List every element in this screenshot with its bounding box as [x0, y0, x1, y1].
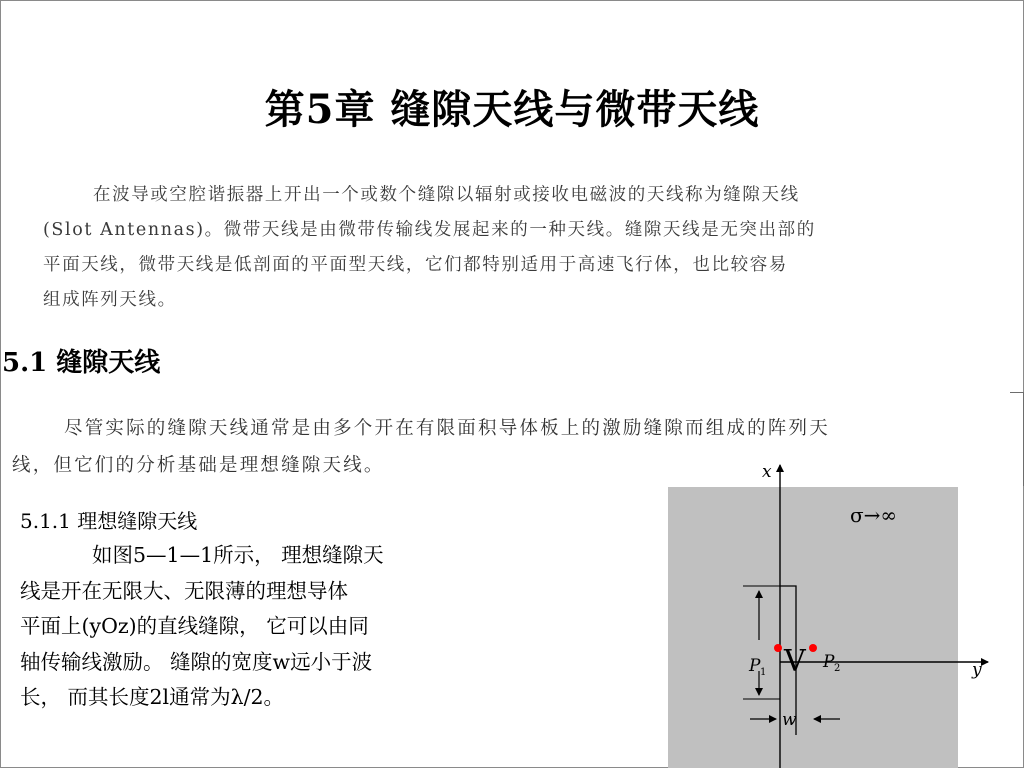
conductor-plate	[668, 487, 958, 768]
section-line: 尽管实际的缝隙天线通常是由多个开在有限面积导体板上的激励缝隙而组成的阵列天	[64, 418, 830, 439]
intro-line: 在波导或空腔谐振器上开出一个或数个缝隙以辐射或接收电磁波的天线称为缝隙天线	[93, 185, 800, 205]
intro-line: 平面天线，微带天线是低剖面的平面型天线，它们都特别适用于高速飞行体，也比较容易	[43, 255, 788, 275]
p1-subscript: 1	[760, 667, 767, 678]
p2-subscript: 2	[834, 663, 841, 674]
body-line: 平面上(yOz)的直线缝隙， 它可以由同	[20, 614, 369, 638]
page-title: 第5章 缝隙天线与微带天线	[264, 86, 760, 133]
sigma-label: σ→∞	[850, 503, 898, 527]
width-label: w	[782, 710, 797, 730]
scan-edge-line	[1010, 392, 1024, 393]
subsection-heading: 5.1.1 理想缝隙天线	[20, 509, 198, 533]
x-axis-label: x	[762, 462, 772, 482]
voltage-label: V	[784, 644, 806, 679]
p2-label: P	[823, 652, 835, 672]
body-line: 长， 而其长度2l通常为λ/2。	[20, 685, 285, 709]
intro-paragraph	[43, 178, 816, 318]
body-line: 轴传输线激励。 缝隙的宽度w远小于波	[20, 649, 373, 674]
port-p1-dot	[774, 644, 782, 652]
body-line: 线是开在无限大、无限薄的理想导体	[20, 578, 348, 603]
y-axis-label: y	[972, 660, 982, 680]
intro-line: 组成阵列天线。	[43, 290, 177, 310]
subsection-body	[20, 538, 500, 716]
section-line: 线，但它们的分析基础是理想缝隙天线。	[12, 455, 385, 476]
slot-antenna-figure	[650, 455, 1024, 768]
p1-label: P	[749, 656, 761, 676]
body-line: 如图5—1—1所示， 理想缝隙天	[92, 543, 384, 567]
section-heading: 5.1 缝隙天线	[2, 348, 161, 378]
port-p2-dot	[809, 644, 817, 652]
intro-line: (Slot Antennas)。微带天线是由微带传输线发展起来的一种天线。缝隙天线是无突出部的	[43, 220, 816, 240]
